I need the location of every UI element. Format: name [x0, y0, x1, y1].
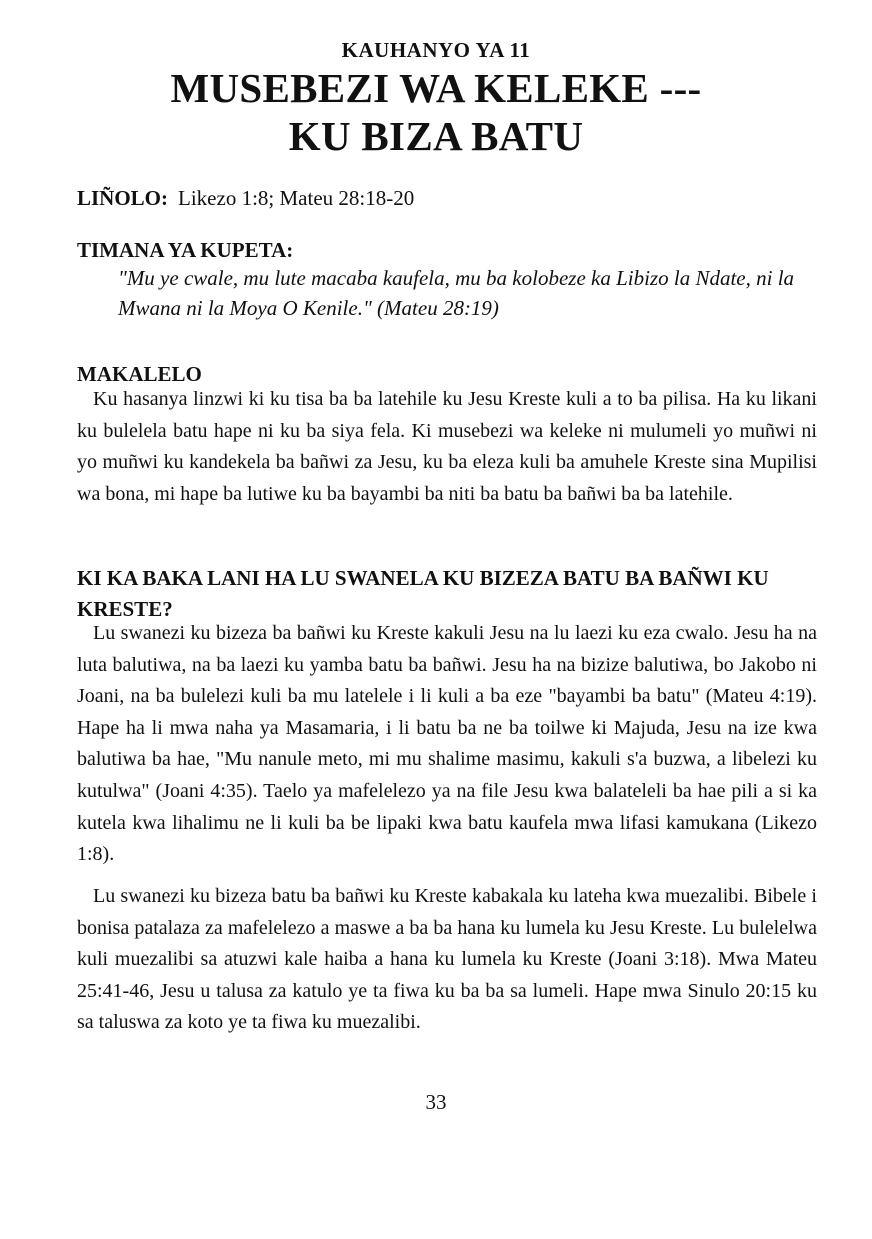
- title-line-2: KU BIZA BATU: [288, 113, 584, 159]
- scripture-reading: [77, 186, 414, 211]
- chapter-label: KAUHANYO YA 11: [341, 38, 531, 62]
- memory-verse: [118, 263, 838, 323]
- intro-paragraph: Ku hasanya linzwi ki ku tisa ba ba latehile ku Jesu Kreste kuli a to ba pilisa. Ha ku likani ku bulelela batu hape ni ku ba siya fela. Ki musebezi wa keleke ni mulumeli yo muñwi ni yo muñwi ku kandekela ba bañwi za Jesu, ku ba eleza kuli ba amuhele Kreste sina Mupilisi wa bona, mi hape ba lutiwe ku ba bayambi ba niti ba batu ba bañwi ba ba latehile.: [77, 388, 817, 505]
- page-number: 33: [425, 1090, 447, 1114]
- intro-heading: MAKALELO: [77, 362, 202, 386]
- title-line-1: MUSEBEZI WA KELEKE ---: [170, 65, 702, 111]
- memory-verse-heading: TIMANA YA KUPETA:: [77, 238, 294, 262]
- section-paragraph-2: Lu swanezi ku bizeza batu ba bañwi ku Kreste kabakala ku lateha kwa muezalibi. Bibele i bonisa patalaza za mafelelezo a maswe a ba ba hana ku lumela ku Jesu Kreste. Lu bulelelwa kuli muezalibi sa atuzwi kale haiba a hana ku lumela ku Kreste (Joani 3:18). Mwa Mateu 25:41-46, Jesu u talusa za katulo ye ta fiwa ku ba ba sa lumeli. Hape mwa Sinulo 20:15 ku sa taluswa za koto ye ta fiwa ku muezalibi.: [77, 885, 817, 1034]
- scripture-refs: Likezo 1:8; Mateu 28:18-20: [178, 186, 415, 210]
- memory-verse-reference: (Mateu 28:19): [377, 296, 499, 320]
- scripture-label: LIÑOLO:: [77, 186, 169, 210]
- section-paragraph-1: Lu swanezi ku bizeza ba bañwi ku Kreste kakuli Jesu na lu laezi ku eza cwalo. Jesu ha na luta balutiwa, na ba laezi ku yamba batu ba bañwi. Jesu ha na bizize balutiwa, bo Jakobo ni Joani, na ba bulelezi kuli ba mu latelele i li kuli a ba eze "bayambi ba batu" (Mateu 4:19). Hape ha li mwa naha ya Masamaria, i li batu ba ne ba toilwe ki Majuda, Jesu na ize kwa balutiwa ba hae, "Mu nanule meto, mi mu shalime masimu, kakuli s'a buzwa, a libelezi ku kutulwa" (Joani 4:35). Taelo ya mafelelezo ya na file Jesu kwa balateleli ba hae pili a si ka kutela kwa lihalimu ne li kuli ba be lipaki kwa batu kaufela mwa lifasi kamukana (Likezo 1:8).: [77, 622, 817, 866]
- section-heading: KI KA BAKA LANI HA LU SWANELA KU BIZEZA BATU BA BAÑWI KU KRESTE?: [77, 566, 769, 621]
- memory-verse-text: "Mu ye cwale, mu lute macaba kaufela, mu ba kolobeze ka Libizo la Ndate, ni la Mwana ni la Moya O Kenile.": [118, 266, 795, 320]
- page-title: [0, 64, 872, 160]
